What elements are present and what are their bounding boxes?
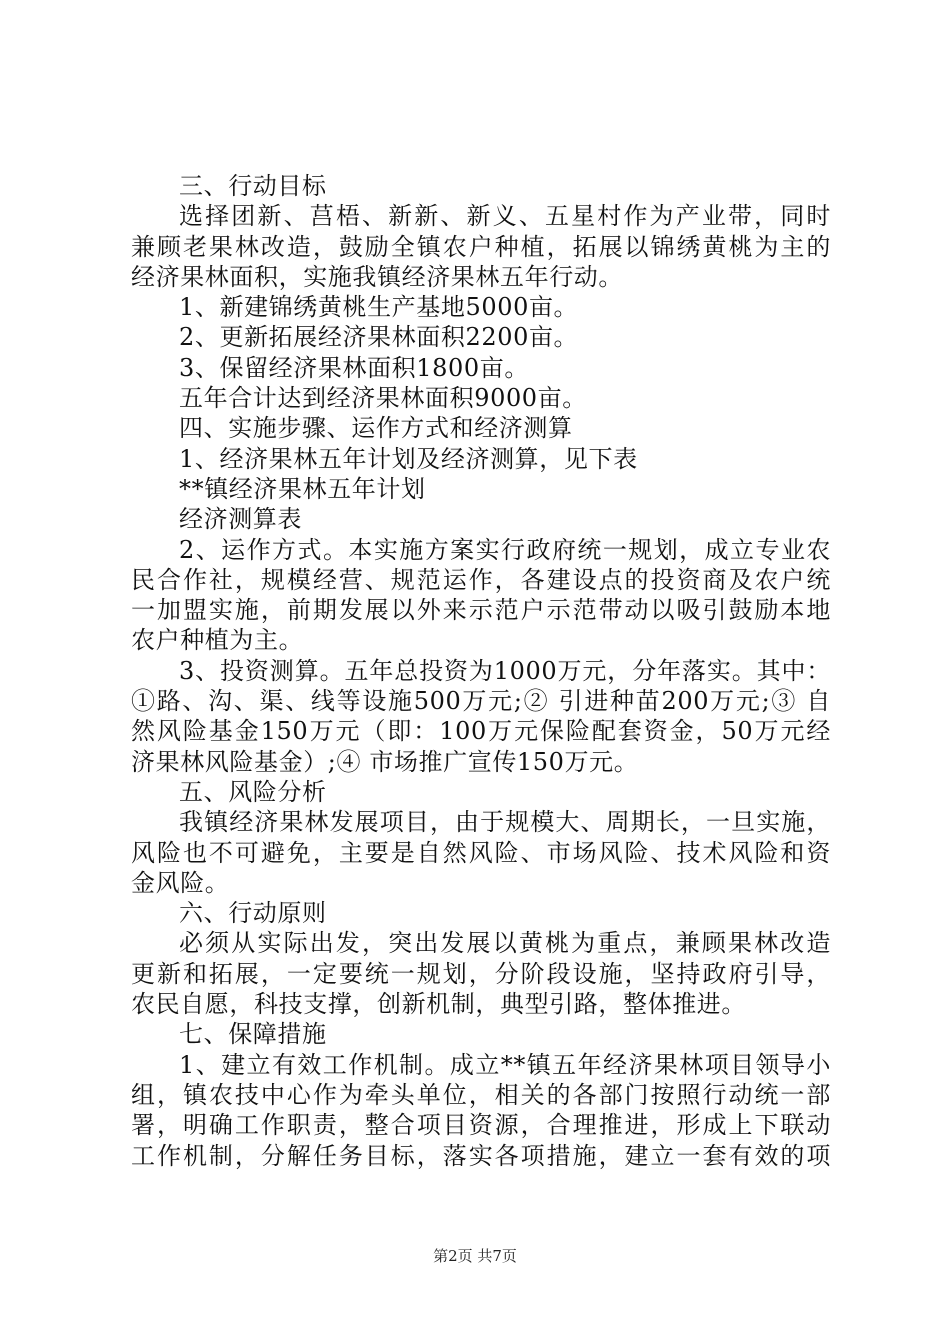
text-line: 兼顾老果林改造，鼓励全镇农户种植，拓展以锦绣黄桃为主的 <box>131 232 831 261</box>
text-line: 1、建立有效工作机制。成立**镇五年经济果林项目领导小 <box>179 1050 831 1079</box>
text-line: **镇经济果林五年计划 <box>179 474 426 503</box>
text-line: ①路、沟、渠、线等设施500万元;② 引进种苗200万元;③ 自 <box>131 687 831 716</box>
text-line: 农户种植为主。 <box>131 626 304 655</box>
text-line: 我镇经济果林发展项目，由于规模大、周期长，一旦实施， <box>179 808 831 837</box>
text-line: 然风险基金150万元（即：100万元保险配套资金，50万元经 <box>131 717 831 746</box>
text-line: 风险也不可避免，主要是自然风险、市场风险、技术风险和资 <box>131 838 831 867</box>
text-line: 金风险。 <box>131 868 230 897</box>
text-line: 七、保障措施 <box>179 1020 327 1049</box>
text-line: 1、新建锦绣黄桃生产基地5000亩。 <box>179 293 579 322</box>
text-line: 署，明确工作职责，整合项目资源，合理推进，形成上下联动 <box>131 1111 831 1140</box>
text-line: 济果林风险基金）;④ 市场推广宣传150万元。 <box>131 747 639 776</box>
text-line: 六、行动原则 <box>179 899 327 928</box>
document-body <box>131 171 831 1171</box>
text-line: 经济果林面积，实施我镇经济果林五年行动。 <box>131 262 623 291</box>
text-line: 农民自愿，科技支撑，创新机制，典型引路，整体推进。 <box>131 990 746 1019</box>
text-line: 更新和拓展，一定要统一规划，分阶段设施，坚持政府引导， <box>131 959 831 988</box>
text-line: 一加盟实施，前期发展以外来示范户示范带动以吸引鼓励本地 <box>131 596 831 625</box>
text-line: 2、更新拓展经济果林面积2200亩。 <box>179 323 579 352</box>
text-line: 2、运作方式。本实施方案实行政府统一规划，成立专业农 <box>179 535 831 564</box>
text-line: 民合作社，规模经营、规范运作，各建设点的投资商及农户统 <box>131 565 831 594</box>
text-line: 四、实施步骤、运作方式和经济测算 <box>179 414 573 443</box>
text-line: 工作机制，分解任务目标，落实各项措施，建立一套有效的项 <box>131 1141 831 1170</box>
page-footer: 第2页 共7页 <box>433 1247 517 1265</box>
text-line: 选择团新、莒梧、新新、新义、五星村作为产业带，同时 <box>179 202 831 231</box>
text-line: 经济测算表 <box>179 505 302 534</box>
text-line: 组，镇农技中心作为牵头单位，相关的各部门按照行动统一部 <box>131 1080 831 1109</box>
text-line: 3、投资测算。五年总投资为1000万元，分年落实。其中： <box>179 656 831 685</box>
text-line: 必须从实际出发，突出发展以黄桃为重点，兼顾果林改造 <box>179 929 831 958</box>
text-line: 三、行动目标 <box>179 172 327 200</box>
text-line: 五、风险分析 <box>179 777 327 806</box>
text-line: 1、经济果林五年计划及经济测算，见下表 <box>179 444 638 473</box>
text-line: 五年合计达到经济果林面积9000亩。 <box>179 384 587 413</box>
text-line: 3、保留经济果林面积1800亩。 <box>179 353 529 382</box>
